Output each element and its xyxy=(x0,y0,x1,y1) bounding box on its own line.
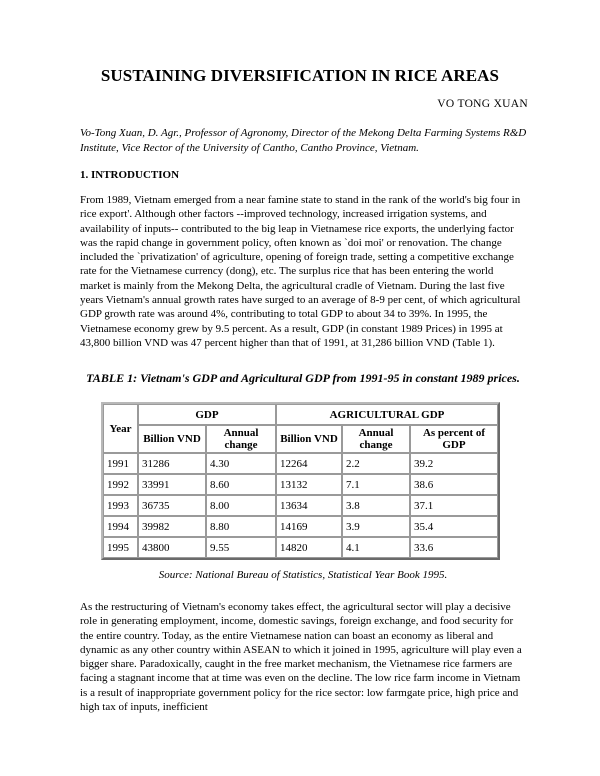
cell-year: 1995 xyxy=(103,537,138,558)
table-row xyxy=(103,495,498,516)
cell-gdp: 31286 xyxy=(138,453,206,474)
paper-title: SUSTAINING DIVERSIFICATION IN RICE AREAS xyxy=(100,66,500,85)
cell-gdp-change: 8.60 xyxy=(206,474,276,495)
intro-paragraph-1: From 1989, Vietnam emerged from a near famine state to stand in the rank of the world's big four in rice export'. Although other factors --improved technology, increased irrigation systems, and availability of inputs-- contributed to the big leap in Vietnamese rice exports, the underlying factor was the rapid change in government policy, often known as `doi moi' or renovation. The change included the `privatization' of agriculture, opening of foreign trade, setting a competitive exchange rate for the Vietnamese currency (dong), etc. The surplus rice that has been entering the world market is mainly from the Mekong Delta, the agricultural cradle of Vietnam. During the last five years Vietnam's annual growth rates have surged to an average of 8-9 per cent, of which agricultural GDP growth rate was around 4%, contributing to total GDP to about 34 to 39%. In 1995, the Vietnamese economy grew by 9.5 percent. As a result, GDP (in constant 1989 Prices) in 1995 at 43,800 billion VND was 47 percent higher than that of 1991, at 31,286 billion VND (Table 1). xyxy=(80,194,521,349)
table-group-header-row xyxy=(103,404,498,425)
table-row xyxy=(103,474,498,495)
header-year: Year xyxy=(103,404,138,453)
table-source-note: Source: National Bureau of Statistics, Statistical Year Book 1995. xyxy=(158,569,448,581)
cell-agri-gdp: 13132 xyxy=(276,474,342,495)
cell-agri-change: 4.1 xyxy=(342,537,410,558)
cell-agri-gdp: 12264 xyxy=(276,453,342,474)
cell-agri-gdp: 14169 xyxy=(276,516,342,537)
table-row xyxy=(103,516,498,537)
cell-gdp: 36735 xyxy=(138,495,206,516)
cell-gdp-change: 8.00 xyxy=(206,495,276,516)
header-agri-change: Annual change xyxy=(342,425,410,453)
cell-agri-percent: 38.6 xyxy=(410,474,498,495)
header-agricultural-gdp: AGRICULTURAL GDP xyxy=(276,404,498,425)
cell-agri-change: 3.9 xyxy=(342,516,410,537)
table-sub-header-row xyxy=(103,425,498,453)
cell-year: 1992 xyxy=(103,474,138,495)
cell-gdp-change: 4.30 xyxy=(206,453,276,474)
header-gdp-change: Annual change xyxy=(206,425,276,453)
header-gdp-billion: Billion VND xyxy=(138,425,206,453)
gdp-table-container xyxy=(101,402,500,560)
cell-agri-gdp: 13634 xyxy=(276,495,342,516)
table-row xyxy=(103,453,498,474)
cell-gdp: 33991 xyxy=(138,474,206,495)
cell-agri-percent: 33.6 xyxy=(410,537,498,558)
cell-agri-change: 7.1 xyxy=(342,474,410,495)
gdp-table xyxy=(101,402,500,560)
cell-gdp-change: 8.80 xyxy=(206,516,276,537)
author-name: VO TONG XUAN xyxy=(437,98,528,110)
cell-agri-change: 3.8 xyxy=(342,495,410,516)
header-gdp: GDP xyxy=(138,404,276,425)
header-agri-billion: Billion VND xyxy=(276,425,342,453)
cell-year: 1993 xyxy=(103,495,138,516)
table-caption: TABLE 1: Vietnam's GDP and Agricultural GDP from 1991-95 in constant 1989 prices. xyxy=(86,371,520,385)
cell-gdp: 39982 xyxy=(138,516,206,537)
cell-agri-gdp: 14820 xyxy=(276,537,342,558)
cell-gdp: 43800 xyxy=(138,537,206,558)
header-agri-percent: As percent of GDP xyxy=(410,425,498,453)
cell-year: 1991 xyxy=(103,453,138,474)
cell-gdp-change: 9.55 xyxy=(206,537,276,558)
cell-agri-percent: 39.2 xyxy=(410,453,498,474)
cell-agri-change: 2.2 xyxy=(342,453,410,474)
cell-agri-percent: 35.4 xyxy=(410,516,498,537)
author-affiliation: Vo-Tong Xuan, D. Agr., Professor of Agronomy, Director of the Mekong Delta Farming Systems R&D Institute, Vice Rector of the University of Cantho, Cantho Province, Vietnam. xyxy=(80,127,527,154)
table-row xyxy=(103,537,498,558)
cell-year: 1994 xyxy=(103,516,138,537)
cell-agri-percent: 37.1 xyxy=(410,495,498,516)
intro-paragraph-2: As the restructuring of Vietnam's economy takes effect, the agricultural sector will play a decisive role in generating employment, income, domestic savings, foreign exchange, and food security for the entire country. Today, as the entire Vietnamese nation can boast an economy as liberal and dynamic as any other country within ASEAN to which it joined in 1995, agriculture will play even a bigger share. Paradoxically, caught in the free market mechanism, the Vietnamese rice farmers are facing a stagnant income that at time was even on the decline. The low rice farm income in Vietnam is a result of inappropriate government policy for the rice sector: low farmgate price, high price and high tax of inputs, inefficient xyxy=(80,601,522,714)
section-heading: 1. INTRODUCTION xyxy=(80,169,180,181)
